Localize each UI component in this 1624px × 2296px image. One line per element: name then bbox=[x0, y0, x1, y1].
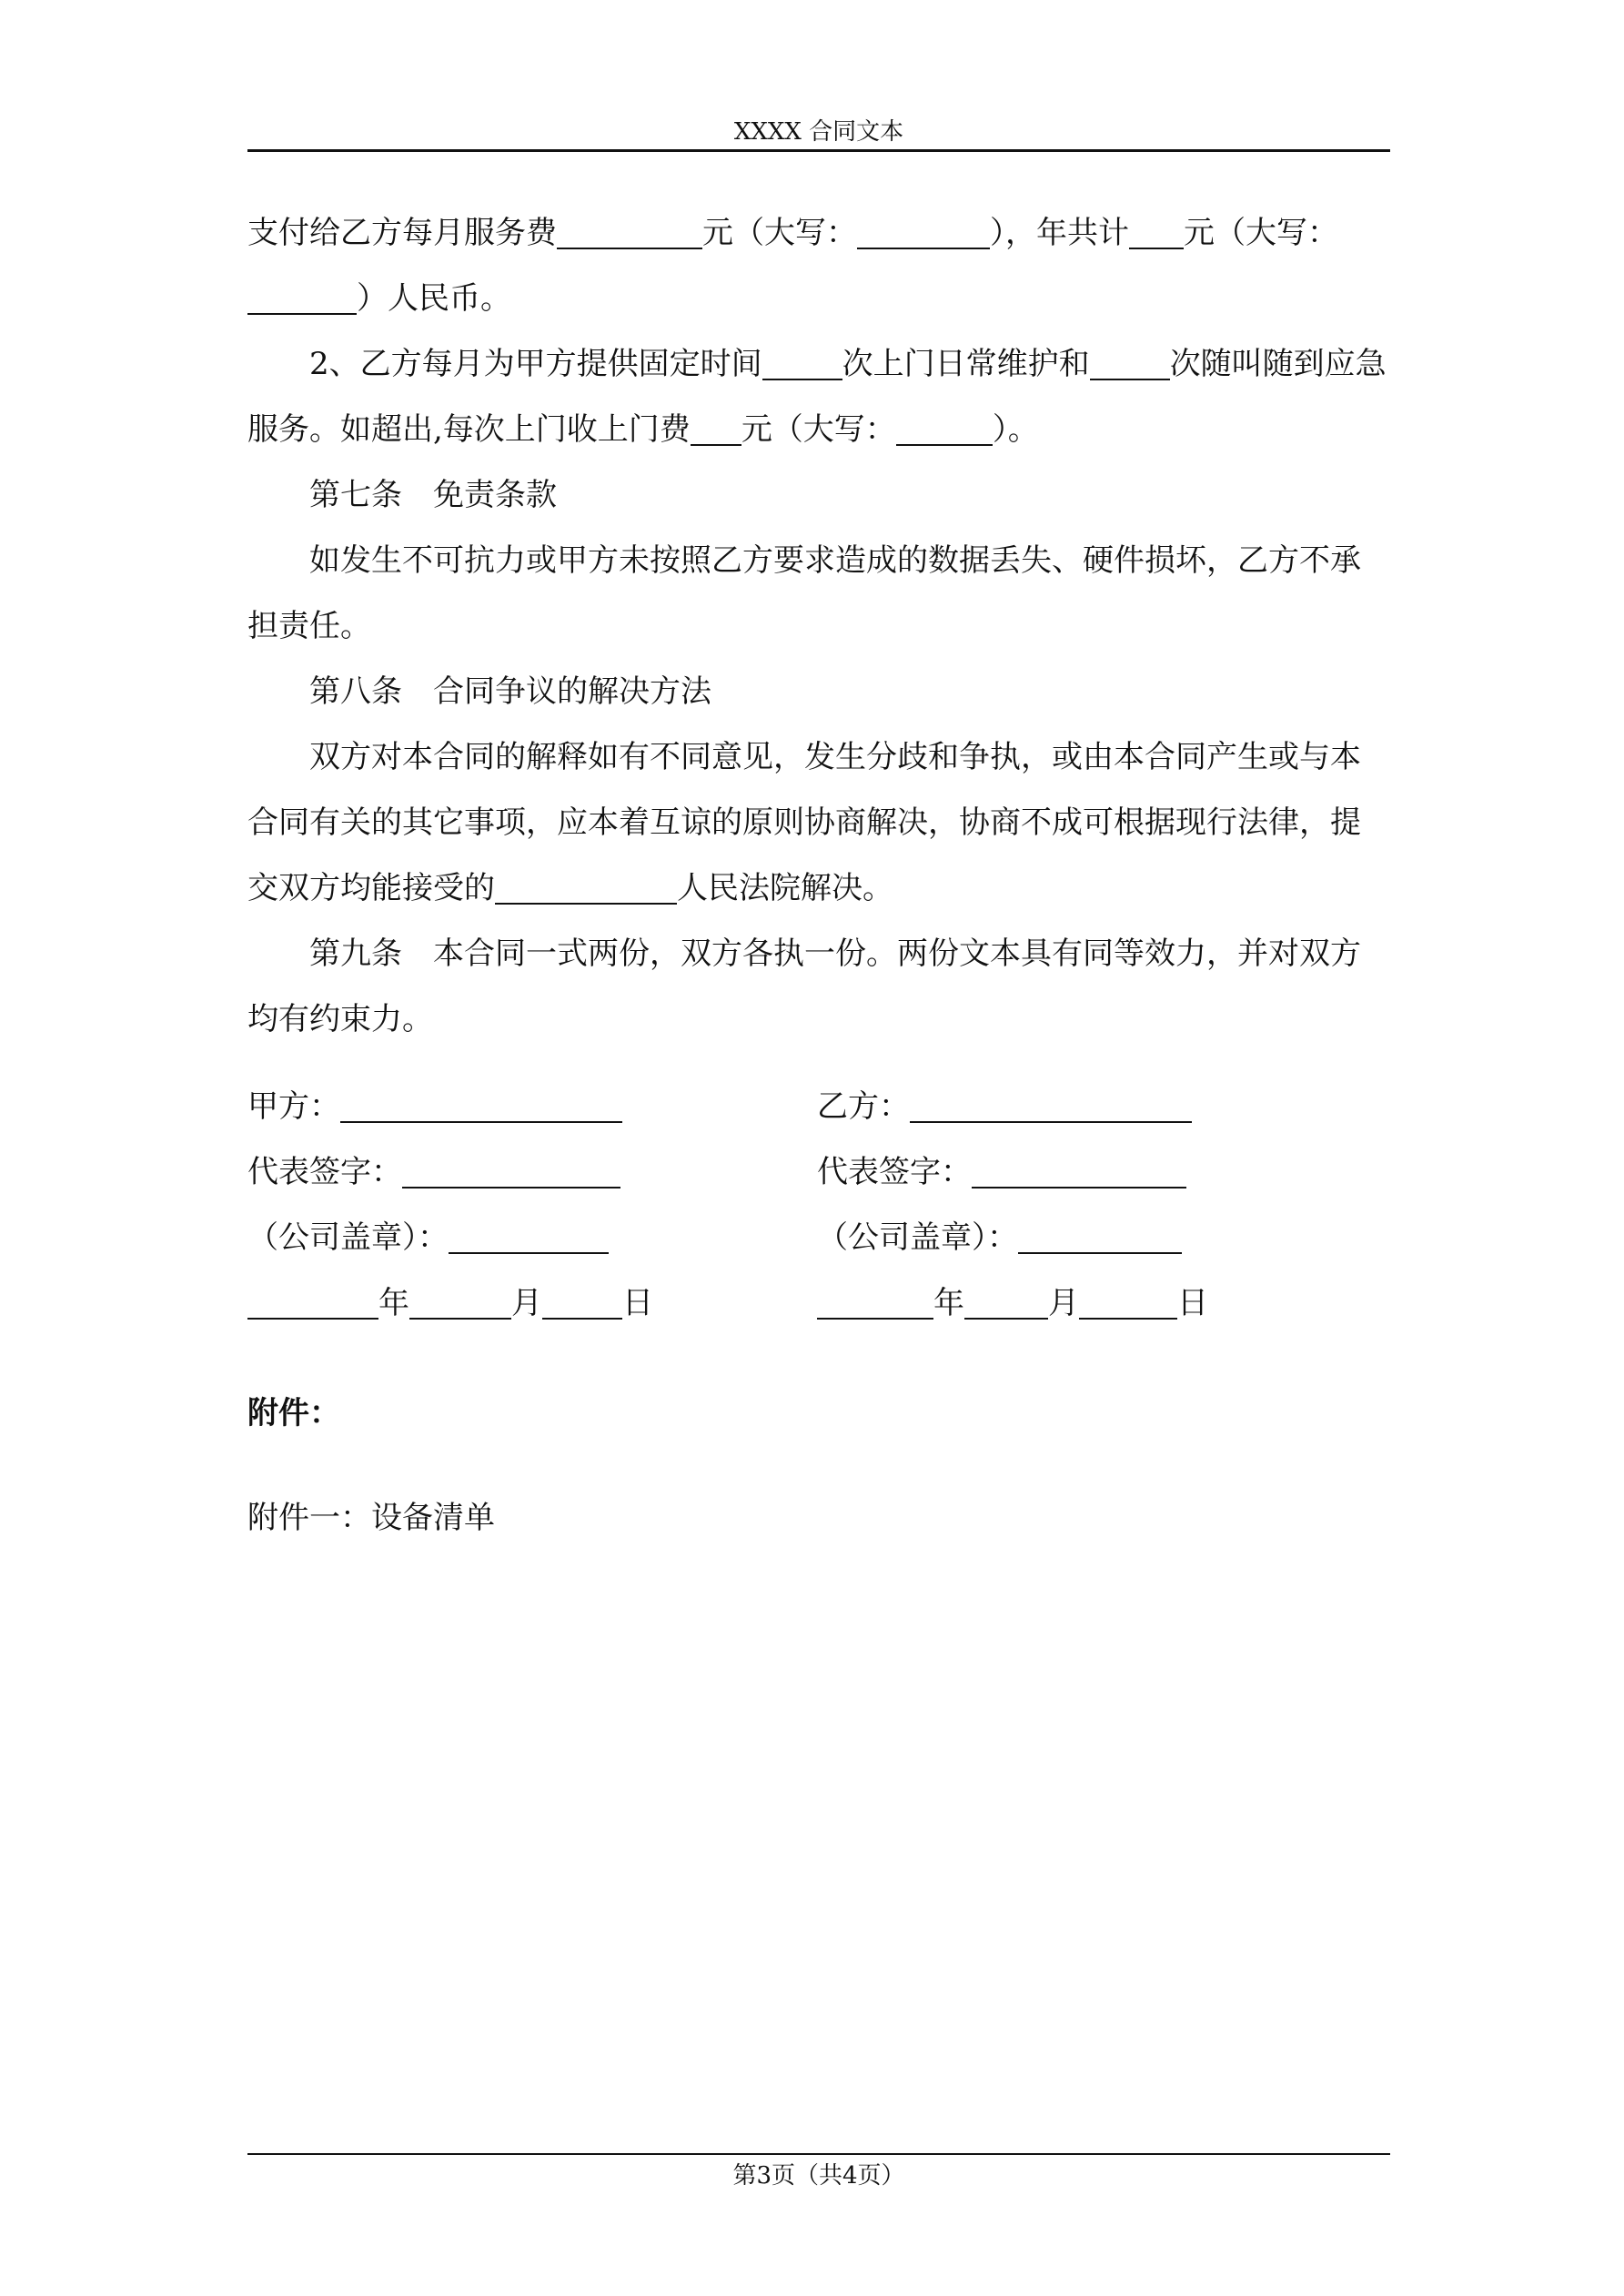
company-seal-label: （公司盖章）： bbox=[247, 1219, 449, 1256]
company-seal-label: （公司盖章）： bbox=[817, 1219, 1018, 1256]
footer-divider bbox=[247, 2153, 1390, 2155]
article-8-text bbox=[247, 724, 1390, 921]
scheduled-visits-blank bbox=[762, 346, 842, 380]
party-a-seal-line bbox=[247, 1205, 812, 1270]
party-a-rep-blank bbox=[402, 1154, 620, 1188]
year-label: 年 bbox=[933, 1285, 964, 1321]
party-b-seal-blank bbox=[1018, 1219, 1182, 1254]
party-a-year-blank bbox=[247, 1285, 378, 1320]
party-b-label: 乙方： bbox=[817, 1088, 910, 1125]
party-a-seal-blank bbox=[449, 1219, 609, 1254]
party-b-seal-line bbox=[817, 1205, 1390, 1270]
party-a-blank bbox=[340, 1088, 622, 1123]
annual-total-capital-blank bbox=[247, 280, 357, 315]
text-segment: 支付给乙方每月服务费 bbox=[247, 215, 557, 251]
text-segment: 元（大写： bbox=[702, 215, 857, 251]
article-7-text: 如发生不可抗力或甲方未按照乙方要求造成的数据丢失、硬件损坏，乙方不承担责任。 bbox=[247, 542, 1361, 644]
attachment-item-1: 附件一：设备清单 bbox=[247, 1500, 495, 1536]
day-label: 日 bbox=[622, 1285, 653, 1321]
party-b-rep-blank bbox=[972, 1154, 1186, 1188]
party-b-line bbox=[817, 1074, 1390, 1139]
visit-fee-capital-blank bbox=[896, 411, 993, 446]
party-b-month-blank bbox=[964, 1285, 1048, 1320]
party-a-date-line bbox=[247, 1270, 812, 1336]
rep-signature-label: 代表签字： bbox=[247, 1154, 402, 1190]
page-header-title: XXXX 合同文本 bbox=[733, 118, 904, 146]
contract-body bbox=[247, 200, 1390, 1052]
party-a-line bbox=[247, 1074, 812, 1139]
paragraph-service-fee bbox=[247, 200, 1390, 331]
party-b-blank bbox=[910, 1088, 1192, 1123]
page-number: 第3页（共4页） bbox=[732, 2162, 905, 2190]
party-a-day-blank bbox=[542, 1285, 622, 1320]
text-segment: ），年共计 bbox=[990, 215, 1129, 251]
monthly-fee-blank bbox=[557, 215, 702, 249]
text-segment: 次上门日常维护和 bbox=[842, 346, 1090, 382]
text-segment: 次随叫随到应急服务。如超出,每次上门收上门费 bbox=[247, 346, 1387, 448]
court-name-blank bbox=[495, 870, 677, 905]
party-a-label: 甲方： bbox=[247, 1088, 340, 1125]
article-9-text: 第九条 本合同一式两份，双方各执一份。两份文本具有同等效力，并对双方均有约束力。 bbox=[247, 936, 1361, 1037]
attachments-heading: 附件： bbox=[247, 1395, 340, 1431]
signature-block-party-b bbox=[817, 1074, 1390, 1336]
month-label: 月 bbox=[1048, 1285, 1079, 1321]
year-label: 年 bbox=[378, 1285, 409, 1321]
text-segment: 2、乙方每月为甲方提供固定时间 bbox=[309, 346, 762, 382]
text-segment: 元（大写： bbox=[741, 411, 896, 448]
header-divider bbox=[247, 149, 1390, 152]
party-b-year-blank bbox=[817, 1285, 933, 1320]
paragraph-service-visits bbox=[247, 331, 1390, 462]
party-a-rep-line bbox=[247, 1139, 812, 1205]
party-b-day-blank bbox=[1079, 1285, 1177, 1320]
article-8-title: 第八条 合同争议的解决方法 bbox=[309, 673, 711, 710]
visit-fee-blank bbox=[691, 411, 741, 446]
emergency-visits-blank bbox=[1090, 346, 1170, 380]
annual-total-blank bbox=[1129, 215, 1184, 249]
text-segment: 元（大写： bbox=[1184, 215, 1338, 251]
month-label: 月 bbox=[511, 1285, 542, 1321]
rep-signature-label: 代表签字： bbox=[817, 1154, 972, 1190]
text-segment: ）。 bbox=[992, 411, 1039, 448]
article-7-title: 第七条 免责条款 bbox=[309, 477, 557, 513]
signature-block-party-a bbox=[247, 1074, 812, 1336]
party-a-month-blank bbox=[409, 1285, 511, 1320]
monthly-fee-capital-blank bbox=[857, 215, 990, 249]
text-segment: 人民法院解决。 bbox=[677, 870, 893, 906]
party-b-rep-line bbox=[817, 1139, 1390, 1205]
party-b-date-line bbox=[817, 1270, 1390, 1336]
day-label: 日 bbox=[1177, 1285, 1208, 1321]
text-segment: 双方对本合同的解释如有不同意见，发生分歧和争执，或由本合同产生或与本合同有关的其它事项，应本着互谅的原则协商解决，协商不成可根据现行法律，提交双方均能接受的 bbox=[247, 739, 1361, 906]
text-segment: ）人民币。 bbox=[357, 280, 511, 317]
